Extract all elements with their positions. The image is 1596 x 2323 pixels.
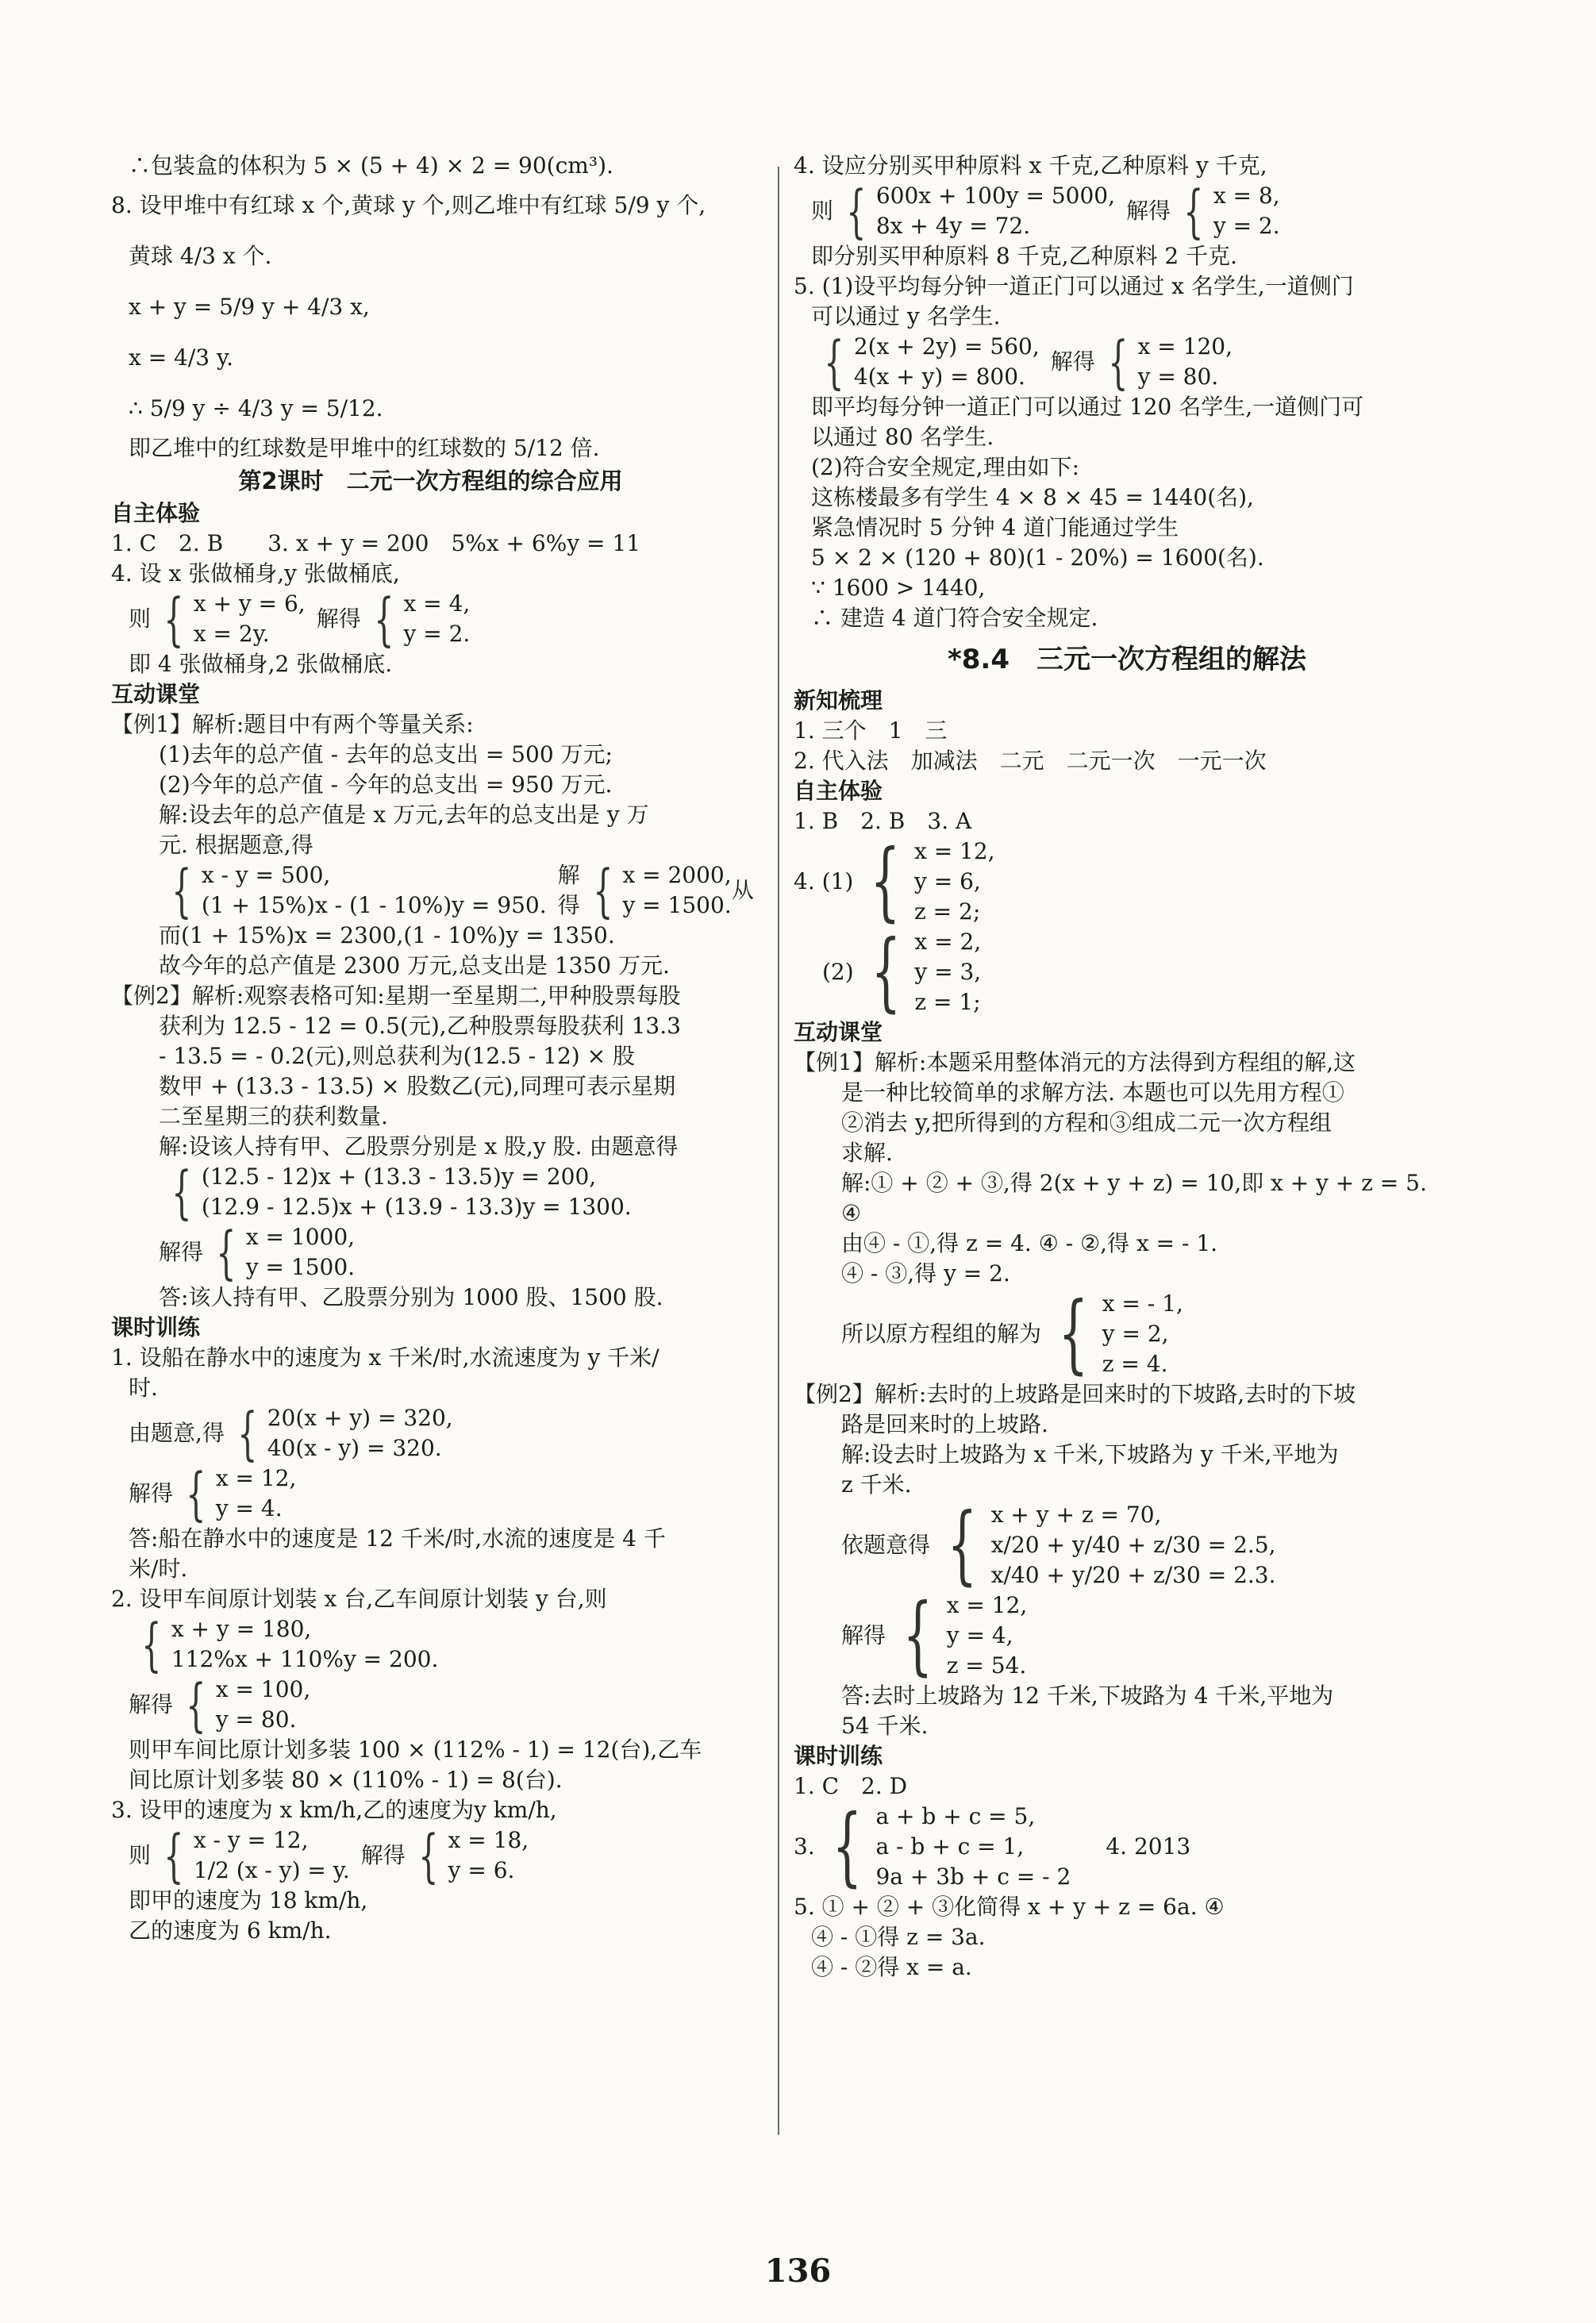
answer-line: 即 4 张做桶身,2 张做桶底. [129,651,393,677]
section-heading: 互动课堂 [111,681,201,707]
column-divider [778,167,779,2135]
section-title: *8.4 三元一次方程组的解法 [947,644,1306,675]
equation-line: x = 12, [215,1465,297,1491]
equation-line: z = 4. [1102,1351,1168,1377]
equation-system-row [794,1495,1460,1594]
equation-system-row [111,1611,750,1678]
equation-system [404,589,471,649]
page-number: 136 [764,2252,832,2290]
equation-line: y = 80. [215,1706,297,1733]
brace: { [216,1219,237,1286]
equation-line: x = - 1, [1102,1290,1183,1317]
brace: { [846,178,867,244]
equation-line: 1/2 (x - y) = y. [193,1857,350,1883]
text-line: ∴包装盒的体积为 5 × (5 + 4) × 2 = 90(cm³). [129,152,613,179]
brace: { [163,1822,184,1889]
text-line: 故今年的总产值是 2300 万元,总支出是 1350 万元. [159,952,670,979]
text-span: 4. 2013 [1106,1833,1191,1860]
text-line: ④ [841,1200,862,1226]
equation-system-row [794,178,1460,244]
equation-line: 600x + 100y = 5000, [875,183,1116,209]
equation-system-row [794,832,1460,931]
equation-line: z = 1; [914,989,981,1015]
equation-system [622,860,731,921]
text-line: 可以通过 y 名学生. [811,303,1001,329]
text-line: 解:设去年的总产值是 x 万元,去年的总支出是 y 万 [159,802,649,828]
equation-line: (12.5 - 12)x + (13.3 - 13.5)y = 200, [201,1163,597,1190]
answer-line: 乙的速度为 6 km/h. [129,1917,332,1944]
equation-system-row [794,922,1460,1021]
equation-line: x = 1000, [245,1224,356,1250]
text-span: 3. [794,1833,815,1860]
text-line: 以通过 80 名学生. [811,424,994,450]
text-span: 则 [811,198,834,224]
section-heading: 自主体验 [111,500,201,526]
equation-line: y = 1500. [245,1254,356,1280]
equation-system [448,1825,529,1886]
equation-system [991,1500,1276,1590]
text-line: 8. 设甲堆中有红球 x 个,黄球 y 个,则乙堆中有红球 5/9 y 个, [111,192,706,218]
brace: { [186,1671,206,1738]
section-heading: 互动课堂 [794,1019,883,1045]
text-line: ②消去 y,把所得到的方程和③组成二元一次方程组 [841,1110,1332,1136]
text-line: 解:① + ② + ③,得 2(x + y + z) = 10,即 x + y + z = 5. [841,1170,1427,1196]
brace: { [1058,1284,1089,1383]
answer-line: 即分别买甲种原料 8 千克,乙种原料 2 千克. [811,243,1238,269]
equation-system-row [111,1400,750,1467]
equation-system-row [111,1671,750,1738]
text-span: 解得 [841,1622,886,1648]
equation-system-row [111,1822,750,1889]
text-line: 是一种比较简单的求解方法. 本题也可以先用方程① [841,1079,1344,1106]
equation-system [914,927,981,1017]
section-title: 第2课时 二元一次方程组的综合应用 [238,467,623,494]
answer-line: 1. C 2. B 3. x + y = 200 5%x + 6%y = 11 [111,530,641,556]
text-line: ④ - ②得 x = a. [811,1954,972,1980]
equation-line: x + y = 6, [193,590,306,617]
brace: { [902,1586,933,1685]
text-line: 【例1】解析:本题采用整体消元的方法得到方程组的解,这 [794,1049,1356,1075]
text-span: 从 [731,877,754,903]
answer-line: 答:该人持有甲、乙股票分别为 1000 股、1500 股. [159,1284,663,1310]
text-line: 由④ - ①,得 z = 4. ④ - ②,得 x = - 1. [841,1230,1218,1256]
text-line: 解:设去时上坡路为 x 千米,下坡路为 y 千米,平地为 [841,1441,1339,1467]
text-span: 由题意,得 [129,1420,225,1446]
brace: { [163,586,184,652]
text-line: 二至星期三的获利数量. [159,1103,388,1129]
equation-line: y = 4. [215,1495,283,1521]
section-heading: 课时训练 [111,1314,201,1340]
text-span: 解得 [557,862,580,918]
text-line: ∵ 1600 > 1440, [811,575,986,601]
equation-system [1102,1289,1183,1379]
text-line: 黄球 4/3 x 个. [129,243,272,269]
equation-line: y = 6. [448,1857,515,1883]
brace: { [141,1611,162,1678]
equation-line: x + y = 5/9 y + 4/3 x, [129,294,370,320]
answer-line: 答:去时上坡路为 12 千米,下坡路为 4 千米,平地为 [841,1683,1334,1709]
text-line: - 13.5 = - 0.2(元),则总获利为(12.5 - 12) × 股 [159,1043,635,1069]
equation-line: y = 4, [946,1622,1013,1648]
text-line: 则甲车间比原计划多装 100 × (112% - 1) = 12(台),乙车 [129,1736,702,1763]
equation-system-row [794,1797,1460,1896]
equation-system [876,181,1115,241]
equation-line: x = 18, [448,1827,529,1853]
equation-line: 20(x + y) = 320, [267,1405,453,1431]
text-span: (2) [822,959,854,985]
answer-line: 1. C 2. D [794,1773,908,1799]
brace: { [947,1495,978,1594]
text-line: 解:设该人持有甲、乙股票分别是 x 股,y 股. 由题意得 [159,1133,679,1160]
text-line: 【例1】解析:题目中有两个等量关系: [111,711,474,737]
answer-line: 即甲的速度为 18 km/h, [129,1887,368,1913]
equation-line: y = 3, [914,959,982,985]
text-line: 2. 设甲车间原计划装 x 台,乙车间原计划装 y 台,则 [111,1586,607,1612]
equation-system [216,1463,297,1524]
text-line: 元. 根据题意,得 [159,832,313,858]
equation-system [947,1590,1028,1681]
text-line: 4. 设应分别买甲种原料 x 千克,乙种原料 y 千克, [794,152,1267,179]
left-column [111,151,754,1946]
equation-line: x - y = 500, [201,862,331,888]
equation-line: x - y = 12, [193,1827,309,1853]
text-line: (1)去年的总产值 - 去年的总支出 = 500 万元; [159,741,613,767]
equation-system-row [794,329,1460,395]
equation-line: x = 8, [1213,183,1280,209]
equation-line: x = 2000, [622,862,732,888]
text-line: 5. ① + ② + ③化简得 x + y + z = 6a. ④ [794,1894,1225,1920]
text-span: 解得 [1126,198,1171,224]
equation-system [194,589,306,649]
equation-system [202,860,547,921]
text-line: 【例2】解析:观察表格可知:星期一至星期二,甲种股票每股 [111,983,681,1009]
equation-system-row [111,1460,750,1527]
brace: { [1108,329,1129,395]
equation-system-row [111,1219,750,1286]
equation-line: x = 12, [914,838,995,864]
brace: { [824,329,844,395]
equation-line: x = 120, [1137,333,1233,360]
brace: { [171,1159,192,1225]
equation-system-row [111,857,754,924]
text-line: 求解. [841,1140,893,1166]
answer-line: 米/时. [129,1556,188,1582]
text-line: (2)符合安全规定,理由如下: [811,454,1079,480]
equation-system [1213,181,1280,241]
text-line: 数甲 + (13.3 - 13.5) × 股数乙(元),同理可表示星期 [159,1073,676,1099]
answer-line: 54 千米. [841,1713,929,1739]
text-span: 解得 [129,1480,174,1506]
text-line: 获利为 12.5 - 12 = 0.5(元),乙种股票每股获利 13.3 [159,1013,681,1039]
text-span: 4. (1) [794,868,854,894]
text-span: 则 [129,1842,152,1868]
equation-line: z = 2; [914,898,981,925]
brace: { [1183,178,1204,244]
text-line: 3. 设甲的速度为 x km/h,乙的速度为y km/h, [111,1797,557,1823]
equation-line: (12.9 - 12.5)x + (13.9 - 13.3)y = 1300. [201,1194,632,1220]
equation-line: a - b + c = 1, [875,1833,1025,1860]
brace: { [171,857,192,924]
brace: { [237,1400,258,1467]
text-line: 即平均每分钟一道正门可以通过 120 名学生,一道侧门可 [811,394,1364,420]
equation-line: z = 54. [946,1652,1027,1679]
brace: { [374,586,394,652]
equation-system [854,332,1040,392]
text-line: 【例2】解析:去时的上坡路是回来时的下坡路,去时的下坡 [794,1381,1356,1407]
equation-line: x = 2y. [193,621,270,647]
text-line: 而(1 + 15%)x = 2300,(1 - 10%)y = 1350. [159,922,615,948]
brace: { [870,832,901,931]
text-line: 路是回来时的上坡路. [841,1411,1048,1437]
equation-line: x + y = 180, [171,1616,312,1642]
text-line: 即乙堆中的红球数是甲堆中的红球数的 5/12 倍. [129,435,600,461]
text-line: 这栋楼最多有学生 4 × 8 × 45 = 1440(名), [811,484,1254,510]
equation-system [875,1802,1071,1892]
equation-line: 8x + 4y = 72. [875,213,1031,239]
equation-system [267,1403,453,1463]
text-span: 解得 [360,1842,406,1868]
equation-line: y = 6, [914,868,981,894]
brace: { [832,1797,862,1896]
equation-system [216,1675,310,1735]
equation-line: y = 80. [1137,363,1219,390]
answer-line: 4. 设 x 张做桶身,y 张做桶底, [111,560,400,587]
equation-system [914,837,995,927]
equation-line: x + y + z = 70, [990,1502,1162,1528]
brace: { [186,1460,206,1527]
text-span: 则 [129,606,152,632]
text-line: ∴ 建造 4 道门符合安全规定. [811,605,1098,631]
equation-line: x = 4/3 y. [129,344,234,371]
text-line: 间比原计划多装 80 × (110% - 1) = 8(台). [129,1767,563,1793]
equation-line: x/40 + y/20 + z/30 = 2.3. [990,1562,1276,1588]
equation-line: x/20 + y/40 + z/30 = 2.5, [990,1532,1276,1558]
equation-system-row [111,586,750,652]
equation-system [171,1614,439,1675]
text-line: 时. [129,1375,158,1401]
text-span: 解得 [316,606,361,632]
text-line: 5 × 2 × (120 + 80)(1 - 20%) = 1600(名). [811,544,1264,571]
equation-line: 40(x - y) = 320. [267,1435,442,1461]
brace: { [592,857,613,924]
equation-line: y = 2, [1102,1321,1169,1347]
equation-line: 112%x + 110%y = 200. [171,1646,439,1672]
equation-line: y = 1500. [622,892,732,918]
equation-line: y = 2. [1213,213,1280,239]
equation-system [1138,332,1233,392]
equation-line: ∴ 5/9 y ÷ 4/3 y = 5/12. [129,395,383,421]
equation-system-row [794,1586,1460,1685]
equation-system [246,1222,355,1283]
right-column [794,151,1460,1983]
equation-line: 4(x + y) = 800. [853,363,1025,390]
equation-system-row [794,1284,1460,1383]
text-line: 5. (1)设平均每分钟一道正门可以通过 x 名学生,一道侧门 [794,273,1354,299]
equation-system-row [111,1159,750,1225]
text-span: 解得 [1050,348,1095,375]
answer-line: 2. 代入法 加减法 二元 二元一次 一元一次 [794,748,1267,774]
text-line: (2)今年的总产值 - 今年的总支出 = 950 万元. [159,771,613,798]
equation-line: x = 100, [215,1676,311,1702]
text-span: 解得 [159,1239,204,1265]
answer-line: 答:船在静水中的速度是 12 千米/时,水流的速度是 4 千 [129,1525,666,1552]
section-heading: 课时训练 [794,1743,883,1769]
text-line: 紧急情况时 5 分钟 4 道门能通过学生 [811,514,1179,540]
answer-line: 1. 三个 1 三 [794,717,948,744]
text-line: ④ - ③,得 y = 2. [841,1260,1010,1286]
equation-line: a + b + c = 5, [875,1803,1036,1829]
equation-system [194,1825,350,1886]
equation-line: y = 2. [403,621,471,647]
equation-line: x = 4, [403,590,471,617]
equation-line: x = 12, [946,1592,1028,1618]
section-heading: 新知梳理 [794,687,883,713]
text-line: 1. 设船在静水中的速度为 x 千米/时,水流速度为 y 千米/ [111,1344,660,1371]
text-line: z 千米. [841,1471,912,1498]
equation-line: (1 + 15%)x - (1 - 10%)y = 950. [201,892,547,918]
brace: { [871,922,901,1021]
equation-line: 9a + 3b + c = - 2 [875,1863,1071,1890]
answer-line: 1. B 2. B 3. A [794,808,972,834]
equation-system [202,1162,632,1222]
text-span: 解得 [129,1691,174,1717]
text-span: 所以原方程组的解为 [841,1321,1042,1347]
section-heading: 自主体验 [794,778,883,804]
equation-line: x = 2, [914,929,982,955]
text-span: 依题意得 [841,1532,931,1558]
equation-line: 2(x + 2y) = 560, [853,333,1040,360]
brace: { [418,1822,439,1889]
text-line: ④ - ①得 z = 3a. [811,1924,986,1950]
